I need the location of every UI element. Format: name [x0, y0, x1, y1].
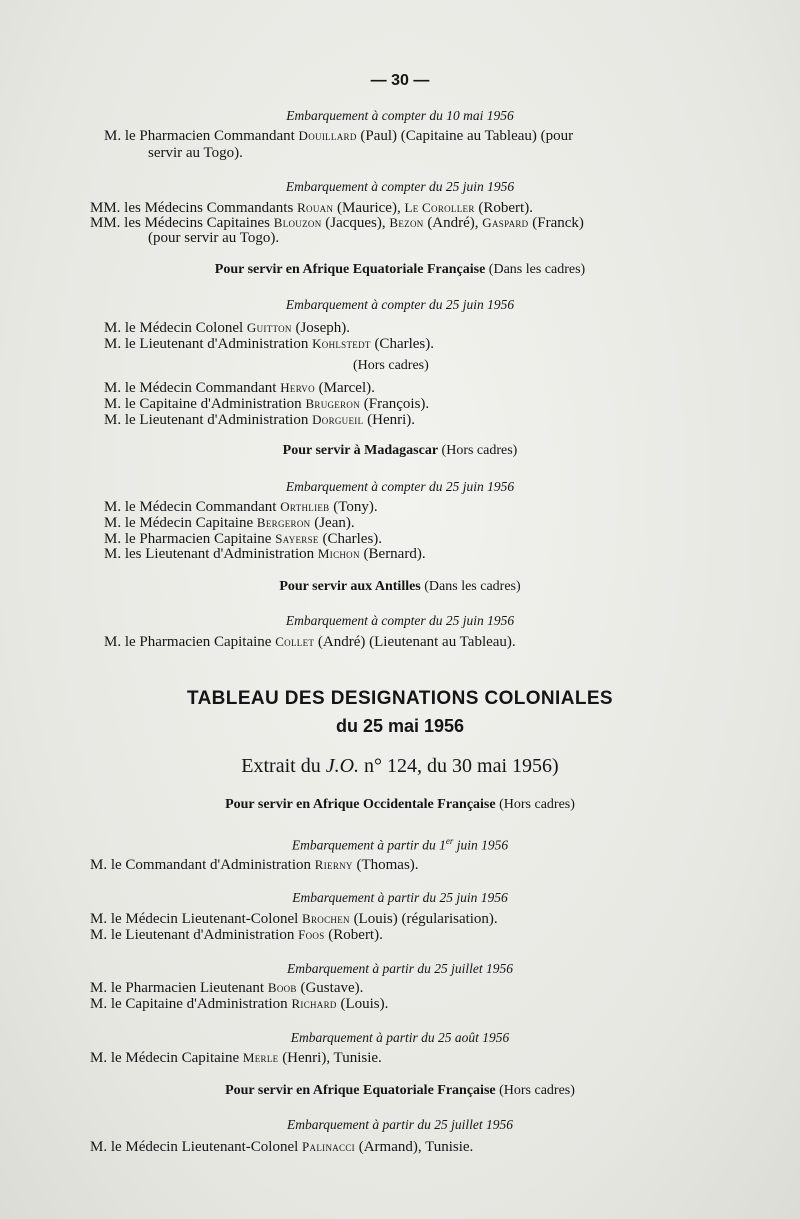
- embarquement-heading: Embarquement à compter du 10 mai 1956: [286, 108, 514, 123]
- section-heading: Pour servir en Afrique Equatoriale Française (Hors cadres): [225, 1083, 575, 1098]
- assignment-line: M. le Médecin Capitaine Bergeron (Jean).: [104, 515, 355, 531]
- assignment-line: M. les Lieutenant d'Administration Michon (Bernard).: [104, 546, 426, 562]
- section-heading: Pour servir en Afrique Occidentale Française (Hors cadres): [225, 797, 575, 812]
- assignment-line: (pour servir au Togo).: [148, 230, 280, 246]
- assignment-line: M. le Capitaine d'Administration Brugeron (François).: [104, 396, 430, 412]
- assignment-line: M. le Lieutenant d'Administration Foos (Robert).: [90, 927, 383, 943]
- assignment-line: servir au Togo).: [148, 145, 243, 161]
- assignment-line: M. le Médecin Commandant Orthlieb (Tony).: [104, 499, 378, 515]
- assignment-line: M. le Médecin Lieutenant-Colonel Brochen (Louis) (régularisation).: [90, 911, 498, 927]
- assignment-line: MM. les Médecins Capitaines Blouzon (Jacques), Bezon (André), Gaspard (Franck): [90, 215, 584, 231]
- assignment-line: M. le Lieutenant d'Administration Kohlstedt (Charles).: [104, 336, 434, 352]
- assignment-line: M. le Médecin Commandant Hervo (Marcel).: [104, 380, 375, 396]
- assignment-line: M. le Médecin Colonel Guitton (Joseph).: [104, 320, 351, 336]
- embarquement-heading: Embarquement à partir du 1er juin 1956: [291, 836, 509, 853]
- section-heading: Pour servir en Afrique Equatoriale Française (Dans les cadres): [214, 262, 586, 277]
- assignment-line: MM. les Médecins Commandants Rouan (Maurice), Le Coroller (Robert).: [90, 200, 533, 216]
- assignment-line: M. le Pharmacien Commandant Douillard (Paul) (Capitaine au Tableau) (pour: [104, 128, 574, 144]
- assignment-line: M. le Médecin Capitaine Merle (Henri), Tunisie.: [90, 1050, 382, 1066]
- embarquement-heading: Embarquement à partir du 25 août 1956: [290, 1030, 510, 1045]
- hors-cadres-label: (Hors cadres): [353, 358, 429, 373]
- section-heading: Pour servir aux Antilles (Dans les cadres): [279, 579, 521, 594]
- assignment-line: M. le Pharmacien Lieutenant Boob (Gustave).: [90, 980, 364, 996]
- embarquement-heading: Embarquement à compter du 25 juin 1956: [285, 479, 515, 494]
- assignment-line: M. le Lieutenant d'Administration Dorgueil (Henri).: [104, 412, 416, 428]
- embarquement-heading: Embarquement à partir du 25 juillet 1956: [287, 961, 513, 976]
- assignment-line: M. le Capitaine d'Administration Richard (Louis).: [90, 996, 389, 1012]
- tableau-title: TABLEAU DES DESIGNATIONS COLONIALES: [186, 688, 614, 709]
- page-number: — 30 —: [370, 72, 430, 89]
- embarquement-heading: Embarquement à compter du 25 juin 1956: [285, 297, 515, 312]
- assignment-line: M. le Pharmacien Capitaine Collet (André) (Lieutenant au Tableau).: [104, 634, 516, 650]
- assignment-line: M. le Commandant d'Administration Rierny (Thomas).: [90, 857, 419, 873]
- embarquement-heading: Embarquement à compter du 25 juin 1956: [285, 613, 515, 628]
- embarquement-heading: Embarquement à compter du 25 juin 1956: [285, 179, 515, 194]
- assignment-line: M. le Pharmacien Capitaine Sayerse (Charles).: [104, 531, 383, 547]
- embarquement-heading: Embarquement à partir du 25 juillet 1956: [287, 1117, 513, 1132]
- extrait-line: Extrait du J.O. n° 124, du 30 mai 1956): [241, 755, 559, 777]
- section-heading: Pour servir à Madagascar (Hors cadres): [282, 443, 518, 458]
- tableau-subtitle: du 25 mai 1956: [335, 716, 465, 736]
- assignment-line: M. le Médecin Lieutenant-Colonel Palinacci (Armand), Tunisie.: [90, 1139, 474, 1155]
- embarquement-heading: Embarquement à partir du 25 juin 1956: [292, 890, 508, 905]
